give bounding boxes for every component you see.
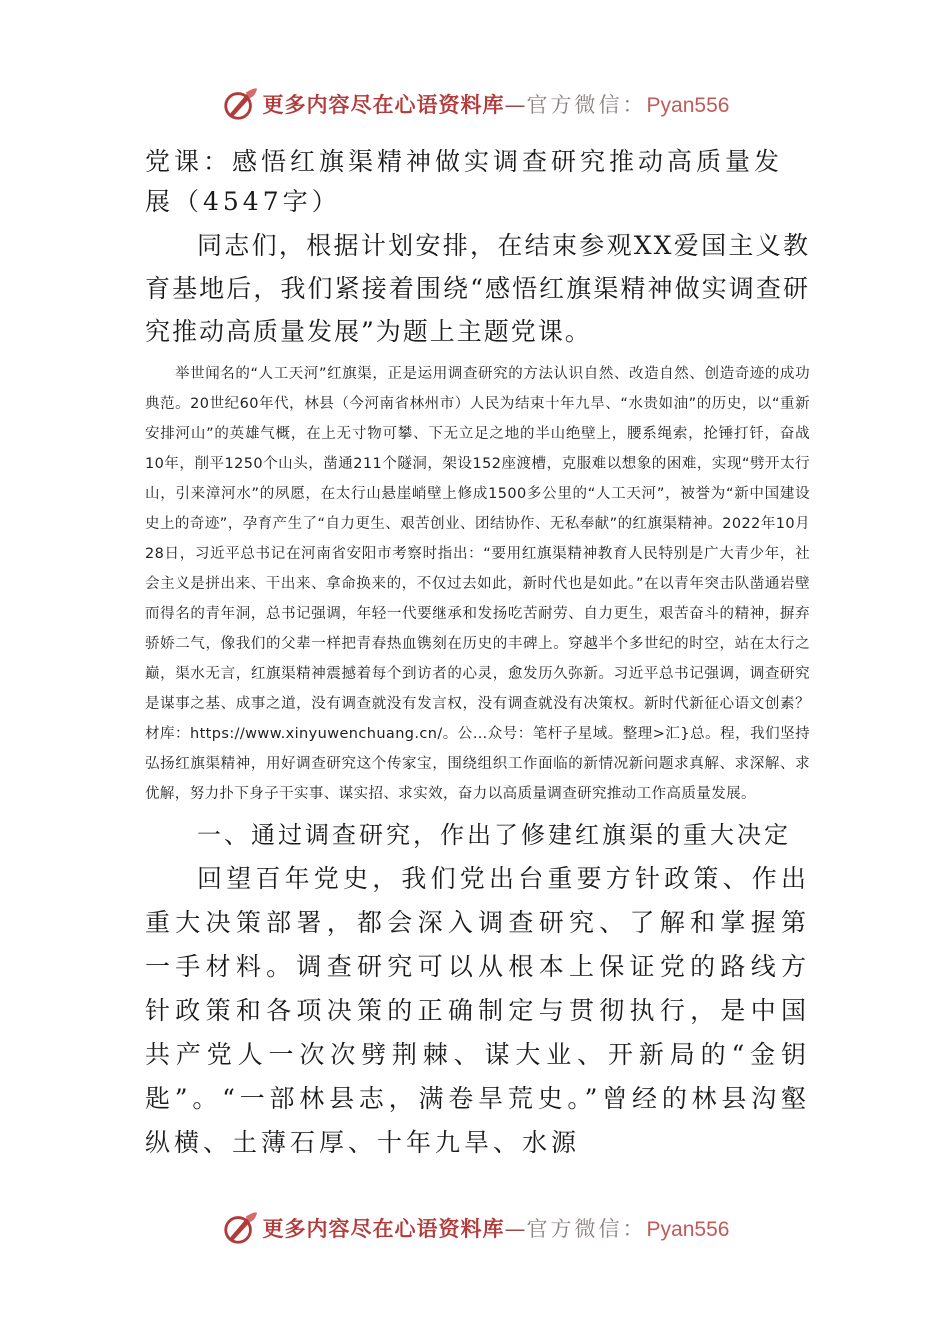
banner-text (263, 89, 730, 119)
banner-dash: — (504, 1217, 527, 1241)
footer-banner (0, 1206, 950, 1250)
quill-logo-icon (221, 1209, 259, 1247)
intro-paragraph: 同志们，根据计划安排，在结束参观XX爱国主义教育基地后，我们紧接着围绕“感悟红旗渠精神做实调查研究推动高质量发展”为题上主题党课。 (145, 231, 810, 346)
section-paragraph-1: 回望百年党史，我们党出台重要方针政策、作出重大决策部署，都会深入调查研究、了解和掌握第一手材料。调查研究可以从根本上保证党的路线方针政策和各项决策的正确制定与贯彻执行，是中国共产党人一次次劈荆棘、谋大业、开新局的“金钥匙”。“一部林县志，满卷旱荒史。”曾经的林县沟壑纵横、土薄石厚、十年九旱、水源 (145, 864, 810, 1157)
banner-text (263, 1213, 730, 1243)
banner-wechat: Pyan556 (646, 94, 730, 117)
banner-main: 更多内容尽在心语资料库 (262, 1217, 505, 1241)
quill-logo-icon (221, 85, 259, 123)
banner-wechat: Pyan556 (646, 1218, 730, 1241)
section-heading-1: 一、通过调查研究，作出了修建红旗渠的重大决定 (197, 821, 791, 849)
banner-sub: 官方微信： (526, 93, 647, 117)
banner-main: 更多内容尽在心语资料库 (262, 93, 505, 117)
document-title: 党课：感悟红旗渠精神做实调查研究推动高质量发展（4547字） (145, 147, 784, 216)
banner-sub: 官方微信： (526, 1217, 647, 1241)
banner-dash: — (504, 93, 527, 117)
body-paragraph-1: 举世闻名的“人工天河”红旗渠，正是运用调查研究的方法认识自然、改造自然、创造奇迹的成功典范。20世纪60年代，林县（今河南省林州市）人民为结束十年九旱、“水贵如油”的历史，以“重新安排河山”的英雄气概，在上无寸物可攀、下无立足之地的半山绝壁上，腰系绳索，抡锤打钎，奋战10年，削平1250个山头，凿通211个隧洞，架设152座渡槽，克服难以想象的困难，实现“劈开太行山，引来漳河水”的夙愿，在太行山悬崖峭壁上修成1500多公里的“人工天河”，被誉为“新中国建设史上的奇迹”，孕育产生了“自力更生、艰苦创业、团结协作、无私奉献”的红旗渠精神。2022年10月28日，习近平总书记在河南省安阳市考察时指出：“要用红旗渠精神教育人民特别是广大青少年，社会主义是拼出来、干出来、拿命换来的，不仅过去如此，新时代也是如此。”在以青年突击队凿通岩壁而得名的青年洞，总书记强调，年轻一代要继承和发扬吃苦耐劳、自力更生，艰苦奋斗的精神，摒弃骄娇二气，像我们的父辈一样把青春热血镌刻在历史的丰碑上。穿越半个多世纪的时空，站在太行之巅，渠水无言，红旗渠精神震撼着每个到访者的心灵，愈发历久弥新。习近平总书记强调，调查研究是谋事之基、成事之道，没有调查就没有发言权，没有调查就没有决策权。新时代新征心语文创素？材库：https://www.xinyuwenchuang.cn/。公…众号：笔杆子星域。整理>汇}总。程，我们坚持弘扬红旗渠精神，用好调查研究这个传家宝，围绕组织工作面临的新情况新问题求真解、求深解、求优解，努力扑下身子干实事、谋实招、求实效，奋力以高质量调查研究推动工作高质量发展。 (145, 366, 810, 802)
document-body (145, 142, 810, 1165)
header-banner (0, 82, 950, 126)
